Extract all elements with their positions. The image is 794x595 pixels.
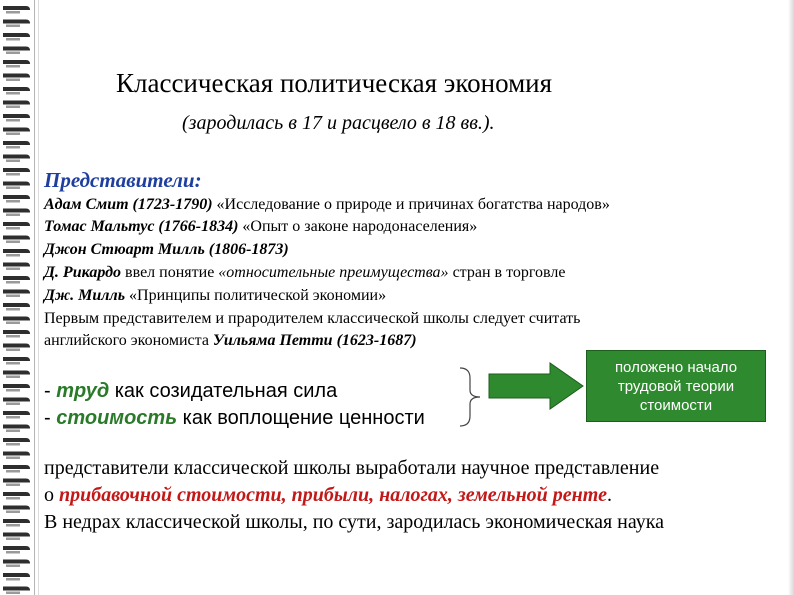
- binding-ring: [3, 411, 30, 415]
- bullet-value: [44, 407, 425, 430]
- binding-ring-shadow: [6, 200, 20, 203]
- binding-ring: [3, 141, 30, 145]
- binding-ring: [3, 560, 30, 564]
- binding-ring-shadow: [6, 592, 20, 595]
- rep-name: Томас Мальтус (1766-1834): [44, 218, 239, 235]
- binding-ring-shadow: [6, 173, 20, 176]
- binding-ring-shadow: [6, 362, 20, 365]
- petty-line-2: [44, 332, 417, 350]
- binding-ring: [3, 209, 30, 213]
- rep-line-mill: [44, 241, 289, 259]
- binding-ring: [3, 303, 30, 307]
- binding-ring: [3, 155, 30, 159]
- binding-ring: [3, 492, 30, 496]
- binding-ring-shadow: [6, 349, 20, 352]
- rep-line-ricardo: [44, 264, 565, 282]
- petty-line-1: Первым представителем и прародителем классической школы следует считать: [44, 310, 581, 327]
- binding-ring-shadow: [6, 295, 20, 298]
- binding-ring-shadow: [6, 106, 20, 109]
- binding-ring-shadow: [6, 551, 20, 554]
- binding-ring-shadow: [6, 227, 20, 230]
- petty-prefix: английского экономиста: [44, 332, 213, 349]
- binding-ring-shadow: [6, 389, 20, 392]
- page-edge-line-inner: [38, 0, 39, 595]
- rep-line-mill2: [44, 287, 386, 305]
- binding-ring: [3, 546, 30, 550]
- binding-ring-shadow: [6, 470, 20, 473]
- binding-ring: [3, 128, 30, 132]
- conclusion-prefix: о: [44, 484, 59, 506]
- notebook-spiral-binding: [0, 0, 34, 595]
- binding-ring-shadow: [6, 335, 20, 338]
- rep-line-smith: [44, 196, 610, 214]
- conclusion-line-1: представители классической школы выработали научное представление: [44, 457, 660, 479]
- binding-ring: [3, 87, 30, 91]
- right-brace-icon: [458, 366, 488, 428]
- page-right-shadow: [788, 0, 794, 595]
- page-edge-line: [34, 0, 35, 595]
- rep-name: Адам Смит (1723-1790): [44, 196, 213, 213]
- rep-text: стран в торговле: [448, 264, 566, 281]
- binding-ring-shadow: [6, 254, 20, 257]
- labor-theory-box: [586, 350, 766, 422]
- binding-ring: [3, 533, 30, 537]
- binding-ring-shadow: [6, 146, 20, 149]
- rep-work: «Опыт о законе народонаселения»: [238, 218, 478, 235]
- slide-subtitle: (зародилась в 17 и расцвело в 18 вв.).: [182, 112, 495, 134]
- binding-ring-shadow: [6, 443, 20, 446]
- rep-work: «Исследование о природе и причинах богатства народов»: [212, 196, 610, 213]
- binding-ring-shadow: [6, 403, 20, 406]
- binding-ring: [3, 236, 30, 240]
- bullet-dash: -: [44, 407, 57, 429]
- binding-ring: [3, 357, 30, 361]
- binding-ring: [3, 6, 30, 10]
- binding-ring-shadow: [6, 308, 20, 311]
- binding-ring-shadow: [6, 538, 20, 541]
- slide-title: Классическая политическая экономия: [116, 68, 553, 98]
- binding-ring-shadow: [6, 133, 20, 136]
- bullet-dash: -: [44, 380, 57, 402]
- conclusion-terms: прибавочной стоимости, прибыли, налогах, земельной ренте: [59, 484, 607, 506]
- binding-ring-shadow: [6, 565, 20, 568]
- binding-ring-shadow: [6, 92, 20, 95]
- binding-ring: [3, 20, 30, 24]
- rep-name: Д. Рикардо: [44, 264, 122, 281]
- rep-work: «Принципы политической экономии»: [125, 287, 387, 304]
- binding-ring-shadow: [6, 524, 20, 527]
- binding-ring: [3, 371, 30, 375]
- binding-ring-shadow: [6, 52, 20, 55]
- binding-ring-shadow: [6, 214, 20, 217]
- binding-ring: [3, 101, 30, 105]
- binding-ring: [3, 317, 30, 321]
- binding-ring: [3, 398, 30, 402]
- box-line: трудовой теории: [617, 378, 735, 395]
- binding-ring-shadow: [6, 430, 20, 433]
- binding-ring: [3, 587, 30, 591]
- binding-ring: [3, 276, 30, 280]
- binding-ring-shadow: [6, 268, 20, 271]
- binding-ring: [3, 114, 30, 118]
- binding-ring: [3, 425, 30, 429]
- binding-ring: [3, 47, 30, 51]
- binding-ring-shadow: [6, 11, 20, 14]
- binding-ring-shadow: [6, 281, 20, 284]
- rep-concept: «относительные преимущества»: [218, 264, 449, 281]
- conclusion-line-2: [44, 484, 612, 507]
- binding-ring-shadow: [6, 511, 20, 514]
- conclusion-suffix: .: [606, 484, 612, 506]
- binding-ring: [3, 384, 30, 388]
- binding-ring: [3, 506, 30, 510]
- rep-name: Уильяма Петти (1623-1687): [212, 332, 417, 349]
- box-line: стоимости: [639, 397, 713, 414]
- term-value: стоимость: [56, 407, 178, 429]
- binding-ring-shadow: [6, 376, 20, 379]
- binding-ring-shadow: [6, 484, 20, 487]
- binding-ring-shadow: [6, 241, 20, 244]
- binding-ring: [3, 465, 30, 469]
- bullet-labor: [44, 380, 337, 403]
- right-arrow-icon: [488, 362, 584, 410]
- binding-ring: [3, 290, 30, 294]
- bullet-text: как созидательная сила: [109, 380, 338, 402]
- bullet-text: как воплощение ценности: [177, 407, 425, 429]
- rep-line-malthus: [44, 218, 477, 236]
- binding-ring-shadow: [6, 119, 20, 122]
- conclusion-line-3: В недрах классической школы, по сути, зародилась экономическая наука: [44, 511, 665, 533]
- binding-ring: [3, 519, 30, 523]
- rep-text: ввел понятие: [121, 264, 219, 281]
- binding-ring: [3, 222, 30, 226]
- binding-ring: [3, 33, 30, 37]
- binding-ring: [3, 438, 30, 442]
- binding-ring: [3, 74, 30, 78]
- rep-name: Джон Стюарт Милль (1806-1873): [44, 241, 289, 258]
- binding-ring: [3, 263, 30, 267]
- binding-ring-shadow: [6, 457, 20, 460]
- binding-ring: [3, 182, 30, 186]
- binding-ring-shadow: [6, 187, 20, 190]
- binding-ring-shadow: [6, 160, 20, 163]
- binding-ring-shadow: [6, 25, 20, 28]
- binding-ring: [3, 344, 30, 348]
- binding-ring: [3, 330, 30, 334]
- binding-ring: [3, 195, 30, 199]
- binding-ring-shadow: [6, 416, 20, 419]
- binding-ring-shadow: [6, 38, 20, 41]
- binding-ring-shadow: [6, 578, 20, 581]
- binding-ring: [3, 168, 30, 172]
- box-line: положено начало: [614, 359, 738, 376]
- binding-ring: [3, 60, 30, 64]
- binding-ring: [3, 573, 30, 577]
- representatives-heading: Представители:: [44, 168, 202, 192]
- binding-ring-shadow: [6, 497, 20, 500]
- rep-name: Дж. Милль: [44, 287, 126, 304]
- binding-ring-shadow: [6, 65, 20, 68]
- binding-ring: [3, 249, 30, 253]
- binding-ring-shadow: [6, 79, 20, 82]
- binding-ring-shadow: [6, 322, 20, 325]
- binding-ring: [3, 479, 30, 483]
- binding-ring: [3, 452, 30, 456]
- term-labor: труд: [56, 380, 110, 402]
